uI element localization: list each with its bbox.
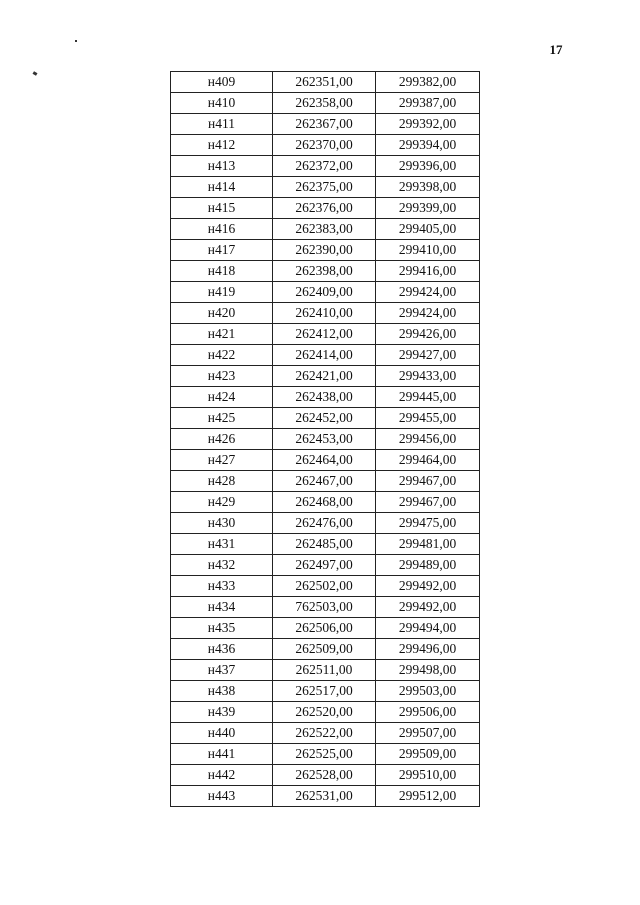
table-row: [171, 765, 480, 786]
y-coordinate-cell: 299509,00: [376, 744, 480, 765]
table-row: [171, 492, 480, 513]
point-id-cell: н433: [171, 576, 273, 597]
x-coordinate-cell: 262358,00: [273, 93, 376, 114]
x-coordinate-cell: 262370,00: [273, 135, 376, 156]
x-coordinate-cell: 262351,00: [273, 72, 376, 93]
point-id-cell: н411: [171, 114, 273, 135]
y-coordinate-cell: 299399,00: [376, 198, 480, 219]
table-row: [171, 240, 480, 261]
table-row: [171, 681, 480, 702]
y-coordinate-cell: 299456,00: [376, 429, 480, 450]
y-coordinate-cell: 299467,00: [376, 492, 480, 513]
y-coordinate-cell: 299424,00: [376, 282, 480, 303]
y-coordinate-cell: 299464,00: [376, 450, 480, 471]
x-coordinate-cell: 262497,00: [273, 555, 376, 576]
point-id-cell: н429: [171, 492, 273, 513]
point-id-cell: н416: [171, 219, 273, 240]
y-coordinate-cell: 299396,00: [376, 156, 480, 177]
y-coordinate-cell: 299481,00: [376, 534, 480, 555]
y-coordinate-cell: 299405,00: [376, 219, 480, 240]
table-row: [171, 597, 480, 618]
table-row: [171, 408, 480, 429]
y-coordinate-cell: 299475,00: [376, 513, 480, 534]
table-row: [171, 219, 480, 240]
x-coordinate-cell: 262367,00: [273, 114, 376, 135]
x-coordinate-cell: 262528,00: [273, 765, 376, 786]
y-coordinate-cell: 299492,00: [376, 576, 480, 597]
point-id-cell: н435: [171, 618, 273, 639]
y-coordinate-cell: 299382,00: [376, 72, 480, 93]
x-coordinate-cell: 262485,00: [273, 534, 376, 555]
table-row: [171, 429, 480, 450]
x-coordinate-cell: 262525,00: [273, 744, 376, 765]
table-row: [171, 198, 480, 219]
point-id-cell: н425: [171, 408, 273, 429]
point-id-cell: н430: [171, 513, 273, 534]
point-id-cell: н427: [171, 450, 273, 471]
x-coordinate-cell: 262464,00: [273, 450, 376, 471]
point-id-cell: н439: [171, 702, 273, 723]
table-row: [171, 471, 480, 492]
point-id-cell: н431: [171, 534, 273, 555]
point-id-cell: н442: [171, 765, 273, 786]
table-row: [171, 114, 480, 135]
point-id-cell: н420: [171, 303, 273, 324]
x-coordinate-cell: 262522,00: [273, 723, 376, 744]
table-row: [171, 702, 480, 723]
x-coordinate-cell: 262372,00: [273, 156, 376, 177]
y-coordinate-cell: 299507,00: [376, 723, 480, 744]
x-coordinate-cell: 762503,00: [273, 597, 376, 618]
y-coordinate-cell: 299416,00: [376, 261, 480, 282]
y-coordinate-cell: 299503,00: [376, 681, 480, 702]
point-id-cell: н413: [171, 156, 273, 177]
x-coordinate-cell: 262383,00: [273, 219, 376, 240]
point-id-cell: н441: [171, 744, 273, 765]
x-coordinate-cell: 262376,00: [273, 198, 376, 219]
x-coordinate-cell: 262453,00: [273, 429, 376, 450]
point-id-cell: н426: [171, 429, 273, 450]
point-id-cell: н443: [171, 786, 273, 807]
y-coordinate-cell: 299467,00: [376, 471, 480, 492]
table-row: [171, 303, 480, 324]
y-coordinate-cell: 299394,00: [376, 135, 480, 156]
x-coordinate-cell: 262476,00: [273, 513, 376, 534]
x-coordinate-cell: 262520,00: [273, 702, 376, 723]
y-coordinate-cell: 299498,00: [376, 660, 480, 681]
table-row: [171, 576, 480, 597]
table-row: [171, 345, 480, 366]
y-coordinate-cell: 299426,00: [376, 324, 480, 345]
table-row: [171, 387, 480, 408]
y-coordinate-cell: 299427,00: [376, 345, 480, 366]
y-coordinate-cell: 299424,00: [376, 303, 480, 324]
point-id-cell: н412: [171, 135, 273, 156]
point-id-cell: н418: [171, 261, 273, 282]
point-id-cell: н421: [171, 324, 273, 345]
table-row: [171, 744, 480, 765]
table-row: [171, 786, 480, 807]
point-id-cell: н414: [171, 177, 273, 198]
table-row: [171, 177, 480, 198]
point-id-cell: н410: [171, 93, 273, 114]
table-row: [171, 366, 480, 387]
x-coordinate-cell: 262467,00: [273, 471, 376, 492]
table-row: [171, 282, 480, 303]
y-coordinate-cell: 299455,00: [376, 408, 480, 429]
page-number: 17: [549, 42, 563, 57]
table-row: [171, 261, 480, 282]
point-id-cell: н423: [171, 366, 273, 387]
y-coordinate-cell: 299494,00: [376, 618, 480, 639]
point-id-cell: н422: [171, 345, 273, 366]
y-coordinate-cell: 299445,00: [376, 387, 480, 408]
x-coordinate-cell: 262517,00: [273, 681, 376, 702]
y-coordinate-cell: 299433,00: [376, 366, 480, 387]
table-row: [171, 660, 480, 681]
table-row: [171, 618, 480, 639]
y-coordinate-cell: 299410,00: [376, 240, 480, 261]
y-coordinate-cell: 299496,00: [376, 639, 480, 660]
point-id-cell: н419: [171, 282, 273, 303]
table-row: [171, 513, 480, 534]
x-coordinate-cell: 262412,00: [273, 324, 376, 345]
x-coordinate-cell: 262511,00: [273, 660, 376, 681]
table-row: [171, 93, 480, 114]
table-row: [171, 156, 480, 177]
point-id-cell: н440: [171, 723, 273, 744]
table-row: [171, 324, 480, 345]
point-id-cell: н424: [171, 387, 273, 408]
y-coordinate-cell: 299492,00: [376, 597, 480, 618]
x-coordinate-cell: 262509,00: [273, 639, 376, 660]
point-id-cell: н432: [171, 555, 273, 576]
x-coordinate-cell: 262506,00: [273, 618, 376, 639]
x-coordinate-cell: 262375,00: [273, 177, 376, 198]
coordinates-table-body: [171, 72, 480, 807]
table-row: [171, 723, 480, 744]
point-id-cell: н436: [171, 639, 273, 660]
coordinates-table: [170, 71, 480, 807]
x-coordinate-cell: 262410,00: [273, 303, 376, 324]
table-row: [171, 555, 480, 576]
x-coordinate-cell: 262468,00: [273, 492, 376, 513]
point-id-cell: н438: [171, 681, 273, 702]
point-id-cell: н428: [171, 471, 273, 492]
table-row: [171, 534, 480, 555]
y-coordinate-cell: 299506,00: [376, 702, 480, 723]
y-coordinate-cell: 299510,00: [376, 765, 480, 786]
point-id-cell: н409: [171, 72, 273, 93]
x-coordinate-cell: 262502,00: [273, 576, 376, 597]
x-coordinate-cell: 262414,00: [273, 345, 376, 366]
table-row: [171, 639, 480, 660]
table-row: [171, 135, 480, 156]
table-row: [171, 450, 480, 471]
point-id-cell: н437: [171, 660, 273, 681]
y-coordinate-cell: 299392,00: [376, 114, 480, 135]
scan-speck: [75, 40, 77, 42]
scan-speck: [33, 71, 38, 76]
x-coordinate-cell: 262398,00: [273, 261, 376, 282]
y-coordinate-cell: 299512,00: [376, 786, 480, 807]
point-id-cell: н415: [171, 198, 273, 219]
y-coordinate-cell: 299489,00: [376, 555, 480, 576]
point-id-cell: н417: [171, 240, 273, 261]
y-coordinate-cell: 299387,00: [376, 93, 480, 114]
x-coordinate-cell: 262452,00: [273, 408, 376, 429]
x-coordinate-cell: 262390,00: [273, 240, 376, 261]
x-coordinate-cell: 262438,00: [273, 387, 376, 408]
x-coordinate-cell: 262409,00: [273, 282, 376, 303]
x-coordinate-cell: 262421,00: [273, 366, 376, 387]
y-coordinate-cell: 299398,00: [376, 177, 480, 198]
table-row: [171, 72, 480, 93]
point-id-cell: н434: [171, 597, 273, 618]
x-coordinate-cell: 262531,00: [273, 786, 376, 807]
